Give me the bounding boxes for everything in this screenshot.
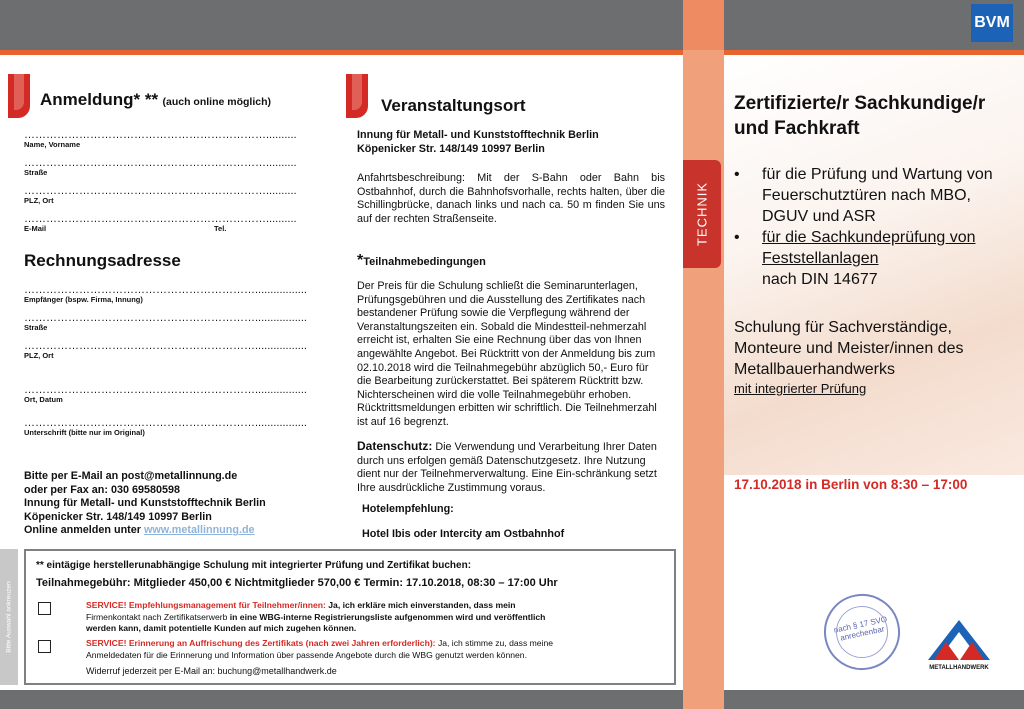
online-link[interactable]: www.metallinnung.de [143, 524, 255, 537]
registration-note: (auch online möglich) [162, 96, 272, 108]
form-field-city[interactable] [24, 186, 324, 214]
conditions-heading [357, 252, 486, 270]
field-line: ………………………………………………………................. [24, 285, 307, 295]
bullet-dot: • [734, 229, 740, 246]
metallhandwerk-logo [926, 618, 992, 671]
revoke-line: Widerruf jederzeit per E-Mail an: buchung@metallhandwerk.de [86, 666, 337, 676]
form-field-place-date[interactable] [24, 385, 324, 418]
bullet-text-wrap [762, 227, 1019, 290]
recommendation-checkbox[interactable] [38, 602, 51, 615]
checkbox-side-label [0, 549, 18, 685]
bullet-item [734, 164, 1019, 227]
privacy-title: Datenschutz: [357, 439, 433, 453]
online-label: Online anmelden unter [24, 524, 141, 537]
contact-line: Bitte per E-Mail an post@metallinnung.de [24, 470, 238, 482]
audience-text: Schulung für Sachverständige, Monteure und Meister/innen des Metallbauerhandwerks [734, 319, 964, 378]
field-line: ………………………………………………………................. [24, 418, 307, 428]
field-line: ………………………………………………………….......... [24, 158, 297, 168]
conditions-text: Der Preis für die Schulung schließt die Seminarunterlagen, Prüfungsgebühren und die Ausstellung des Zertifikates nach bestandener Prüfung sowie die Verpflegung während der Veranstaltungszeiten ein. Sobald die Mindestteil-nehmerzahl erreicht ist, erhalten Sie eine Rechnung über das von Ihnen angewählte Angebot. Bei Rücktritt von der Anmeldung bis zum 02.10.2018 wird die Teilnahmegebühr abzüglich 50,- Euro für die Bearbeitung zurückerstattet. Bei späterem Rücktritt bzw. Nichterscheinen wird die volle Teilnahmegebühr erhoben. Rücktrittsmeldungen erbitten wir schriftlich. Die Teilnehmerzahl ist auf 16 begrenzt. [357, 280, 657, 428]
venue-block [357, 129, 677, 156]
field-label: PLZ, Ort [24, 196, 54, 205]
form-field-email[interactable] [24, 214, 324, 242]
field-line: ………………………………………………………................. [24, 313, 307, 323]
privacy-text: Die Verwendung und Verarbeitung Ihrer Daten durch uns erfolgen gemäß Datenschutzgesetz. Ihre Nutzung dient nur der Teilnehmerverwaltung. Eine Ein-schränkung setzt Ihre ausdrückliche Zustimmung voraus. [357, 441, 657, 494]
brand-text: METALLHANDWERK [929, 665, 989, 671]
field-line: ………………………………………………………….......... [24, 186, 297, 196]
field-line: ………………………………………………………….......... [24, 214, 297, 224]
fold-stripe-top [683, 0, 724, 50]
recommendation-line2b: in eine WBG-interne Registrierungsliste aufgenommen wird und veröffentlich [229, 611, 546, 622]
recommendation-line3: werden kann, damit potentielle Kunden auf mich zugehen können. [86, 623, 357, 633]
top-bar [0, 0, 1024, 50]
recommendation-bold: Ja, ich erkläre mich einverstanden, dass mein [328, 600, 516, 610]
recommendation-red: SERVICE! Empfehlungsmanagement für Teilnehmer/innen: [86, 600, 326, 610]
recommendation-text [86, 600, 671, 635]
field-label: Name, Vorname [24, 140, 81, 149]
exam-note: mit integrierter Prüfung [734, 381, 867, 396]
conditions-title: Teilnahmebedingungen [363, 256, 486, 268]
orange-rule-left [0, 50, 683, 55]
hotel-text: Hotel Ibis oder Intercity am Ostbahnhof [362, 528, 565, 540]
bullet-list [734, 164, 1019, 290]
billing-title: Rechnungsadresse [24, 251, 181, 270]
svo-stamp: nach § 17 SVO anrechenbar [817, 587, 907, 677]
bullet-dot: • [734, 166, 740, 183]
bottom-bar [0, 690, 1024, 709]
field-label: PLZ, Ort [24, 351, 54, 360]
bullet-text: nach DIN 14677 [762, 271, 878, 288]
contact-line: Köpenicker Str. 148/149 10997 Berlin [24, 510, 212, 523]
bullet-item [734, 227, 1019, 290]
date-line: 17.10.2018 in Berlin von 8:30 – 17:00 [734, 477, 968, 492]
fold-stripe [683, 0, 724, 709]
technik-label: TECHNIK [694, 181, 710, 247]
registration-heading [40, 90, 271, 110]
reminder-red: SERVICE! Erinnerung an Auffrischung des Zertifikats (nach zwei Jahren erforderlich): [86, 638, 436, 648]
metallhandwerk-logo-mark [926, 618, 992, 662]
form-field-street[interactable] [24, 158, 324, 186]
booking-fee: Teilnahmegebühr: Mitglieder 450,00 € Nichtmitglieder 570,00 € Termin: 17.10.2018, 08:30 – 17:00 Uhr [36, 577, 558, 589]
reminder-line2: Anmeldedaten für die Erinnerung und Information über passende Angebote durch die WBG genutzt werden können. [86, 649, 527, 660]
bullet-text: für die Prüfung und Wartung von Feuerschutztüren nach MBO, DGUV und ASR [762, 166, 993, 225]
booking-headline: ** eintägige herstellerunabhängige Schulung mit integrierter Prüfung und Zertifikat buchen: [36, 560, 472, 571]
field-line: ………………………………………………………................. [24, 341, 307, 351]
venue-title: Veranstaltungsort [381, 96, 526, 115]
conditions-star: * [357, 252, 364, 269]
field-label: Empfänger (bspw. Firma, Innung) [24, 295, 143, 304]
course-title: Zertifizierte/r Sachkundige/r und Fachkraft [734, 93, 986, 139]
field-line: ………………………………………………………….......... [24, 130, 297, 140]
field-line: ………………………………………………………................. [24, 385, 307, 395]
field-label-phone: Tel. [214, 224, 227, 233]
field-label: E-Mail [24, 224, 47, 233]
venue-name: Innung für Metall- und Kunststofftechnik Berlin [357, 129, 599, 141]
contact-line: Innung für Metall- und Kunststofftechnik Berlin [24, 497, 266, 510]
form-field-signature[interactable] [24, 418, 324, 446]
reminder-text [86, 638, 671, 661]
field-label: Ort, Datum [24, 395, 63, 404]
red-section-marker [346, 74, 368, 118]
registration-title: Anmeldung* ** [40, 90, 159, 109]
bvm-logo: BVM [971, 4, 1013, 42]
recommendation-line2a: Firmenkontakt nach Zertifikatserwerb [86, 611, 228, 622]
reminder-checkbox[interactable] [38, 640, 51, 653]
directions-text: Anfahrtsbeschreibung: Mit der S-Bahn oder Bahn bis Ostbahnhof, durch die Bahnhofsvorhalle, rechts halten, über die Schillingbrücke, danach links und nach ca. 50 m finden Sie uns auf der rechten Straßenseite. [357, 172, 665, 225]
venue-address: Köpenicker Str. 148/149 10997 Berlin [357, 142, 545, 155]
bullet-underlined: für die Sachkundeprüfung von Feststellanlagen [762, 229, 976, 267]
form-field-billing-street[interactable] [24, 313, 324, 341]
registration-fields [24, 130, 324, 242]
booking-box [24, 549, 676, 685]
form-field-name[interactable] [24, 130, 324, 158]
side-label: Bitte Auswahl ankreuzen [5, 581, 13, 653]
form-field-recipient[interactable] [24, 285, 324, 313]
form-field-billing-city[interactable] [24, 341, 324, 385]
red-section-marker [8, 74, 30, 118]
billing-fields [24, 285, 324, 446]
field-label: Straße [24, 323, 48, 332]
contact-block [24, 470, 334, 538]
hotel-title: Hotelempfehlung: [362, 503, 454, 515]
reminder-text-a: Ja, ich stimme zu, dass meine [437, 638, 554, 648]
technik-tab [683, 160, 721, 268]
field-label: Unterschrift (bitte nur im Original) [24, 428, 145, 437]
privacy-block [357, 440, 665, 495]
online-line [24, 524, 334, 538]
field-label: Straße [24, 168, 48, 177]
contact-line: oder per Fax an: 030 69580598 [24, 483, 181, 496]
